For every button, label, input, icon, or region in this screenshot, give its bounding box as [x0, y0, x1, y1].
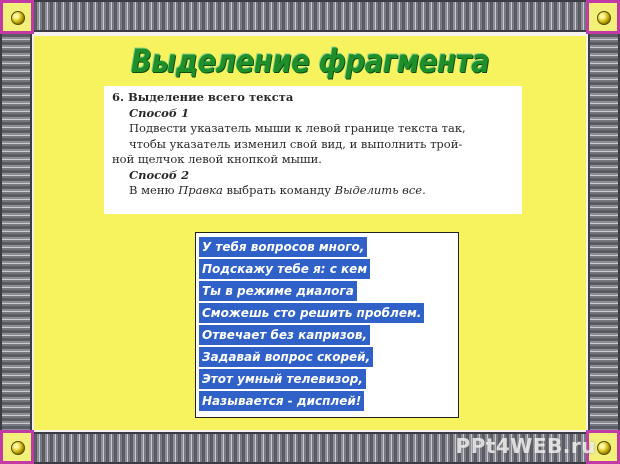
selected-line: Задавай вопрос скорей,	[199, 347, 373, 367]
selected-line: Подскажу тебе я: с кем	[199, 259, 370, 279]
method2-label: Способ 2	[129, 167, 190, 182]
corner-top-left	[0, 0, 34, 34]
selected-line: Сможешь сто решить проблем.	[199, 303, 424, 323]
method2-prefix: В меню	[129, 183, 179, 197]
selected-line: Называется - дисплей!	[199, 391, 364, 411]
corner-bottom-left	[0, 430, 34, 464]
method1-label: Способ 1	[129, 105, 190, 120]
knob-icon	[597, 441, 611, 455]
menu-name: Правка	[178, 183, 223, 197]
top-border	[34, 0, 586, 32]
selected-line: Ты в режиме диалога	[199, 281, 357, 301]
selected-line: Отвечает без капризов,	[199, 325, 370, 345]
selected-line: У тебя вопросов много,	[199, 237, 367, 257]
right-border	[588, 34, 620, 430]
slide-title: Выделение фрагмента	[130, 42, 490, 80]
selected-line: Этот умный телевизор,	[199, 369, 366, 389]
textbook-heading: 6. Выделение всего текста	[112, 90, 294, 104]
method2-middle: выбрать команду	[222, 183, 335, 197]
selected-text-box[interactable]	[195, 232, 459, 418]
method2-line	[112, 183, 514, 199]
textbook-excerpt	[104, 86, 522, 214]
method1-line: Подвести указатель мыши к левой границе текста так,	[129, 121, 466, 135]
method1-line: ной щелчок левой кнопкой мыши.	[112, 152, 322, 166]
knob-icon	[11, 441, 25, 455]
knob-icon	[597, 11, 611, 25]
left-border	[0, 34, 32, 430]
command-name: Выделить все.	[334, 183, 426, 197]
knob-icon	[11, 11, 25, 25]
method1-line: чтобы указатель изменил свой вид, и выполнить трой-	[129, 136, 463, 151]
watermark: PPt4WEB.ru	[455, 434, 596, 458]
corner-top-right	[586, 0, 620, 34]
